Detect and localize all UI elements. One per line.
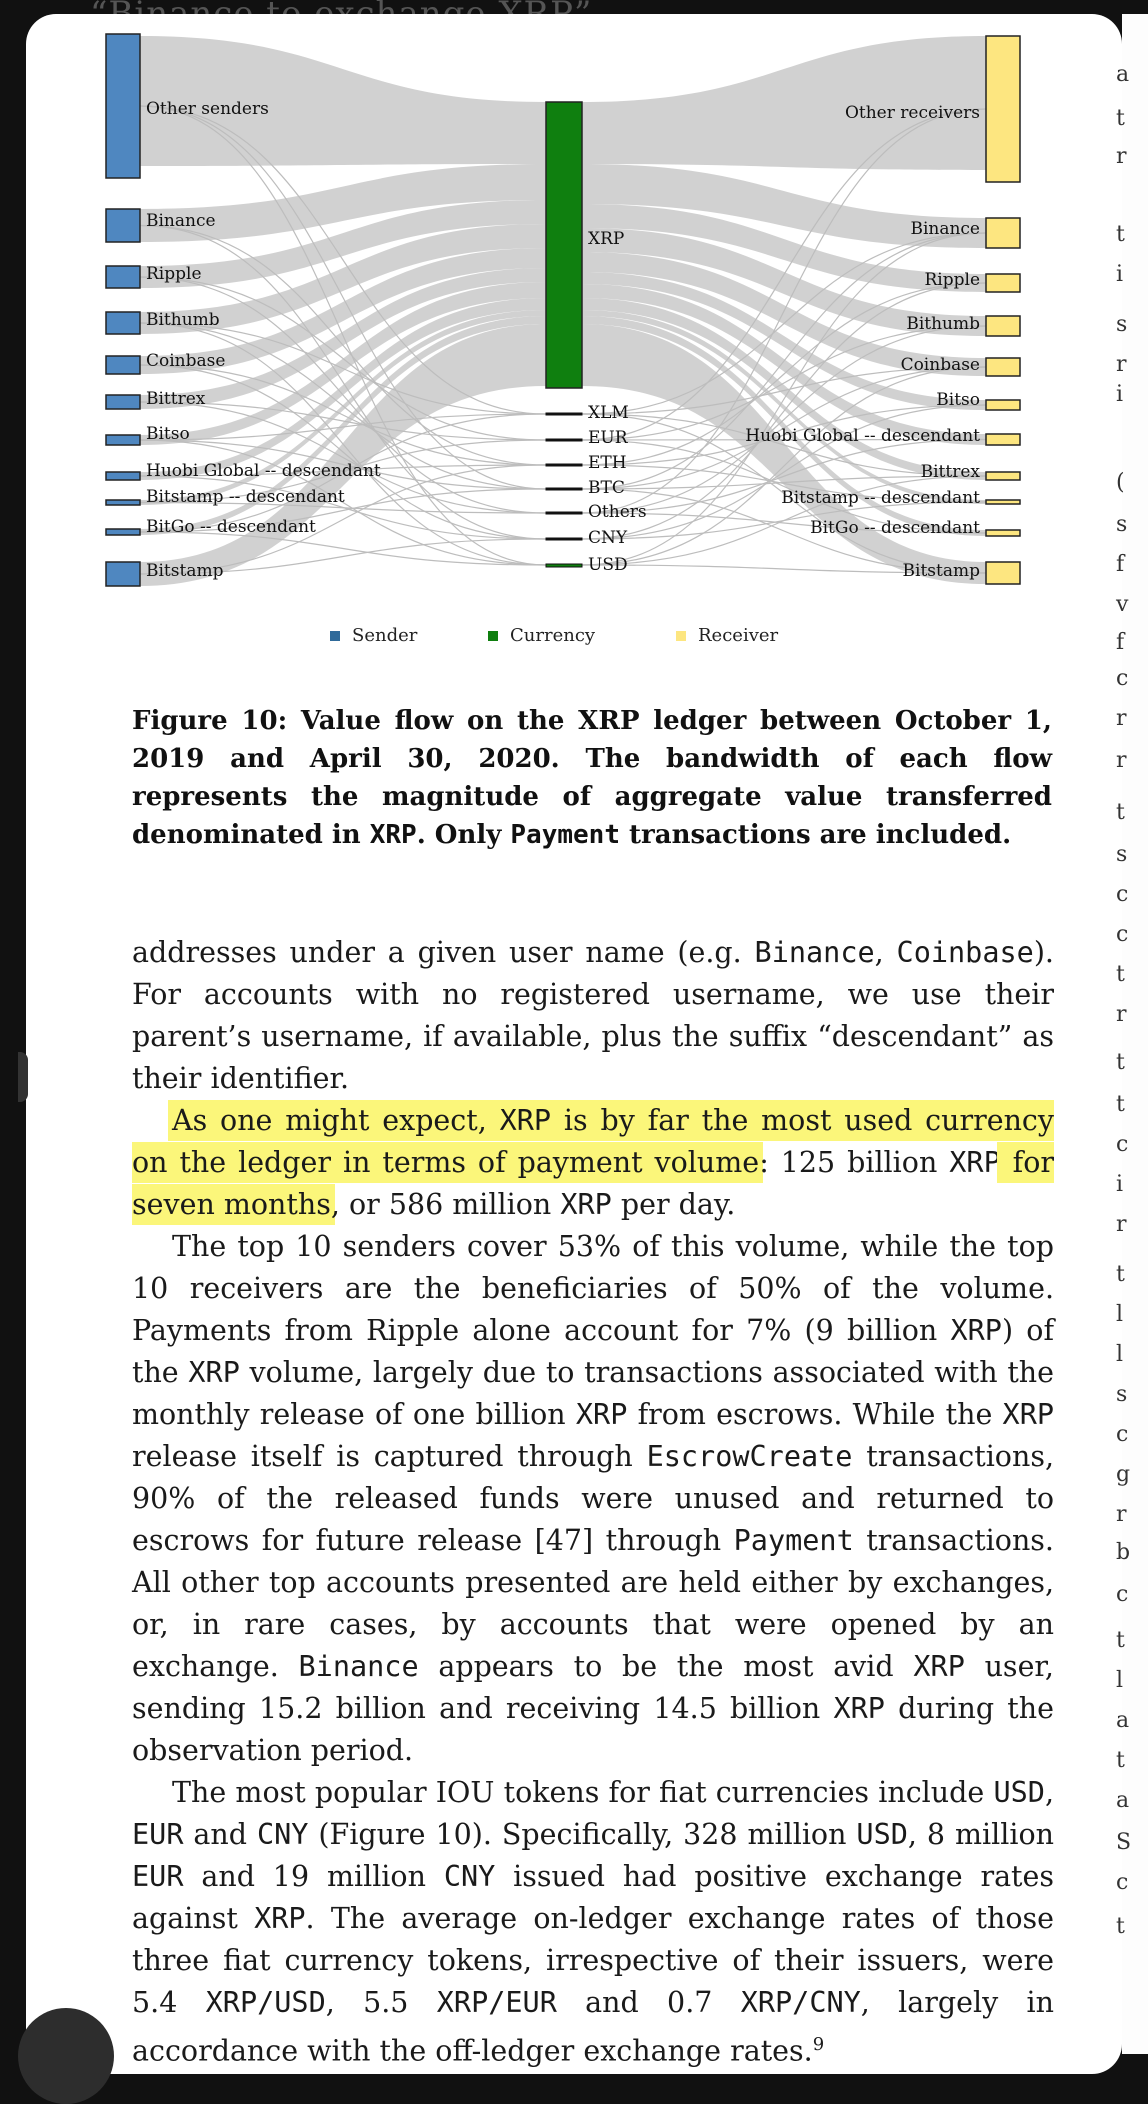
currency-node xyxy=(546,538,582,540)
next-page-char: t xyxy=(1116,1914,1125,1939)
currency-node xyxy=(546,564,582,567)
paper-page[interactable] xyxy=(26,14,1125,2074)
next-page-char: i xyxy=(1116,1172,1124,1197)
receiver-label: Bitstamp xyxy=(902,561,980,581)
next-page-char: r xyxy=(1116,1502,1127,1527)
text-highlight[interactable]: As one might expect, XRP is by far the most used currency on the ledger in terms of payment volume xyxy=(132,1104,1054,1179)
legend-label: Sender xyxy=(352,625,418,646)
sender-node xyxy=(106,266,140,288)
next-page-char: s xyxy=(1116,512,1128,537)
sender-node xyxy=(106,312,140,334)
sender-label: Bitstamp xyxy=(146,561,224,581)
sender-node xyxy=(106,209,140,242)
next-page-char: c xyxy=(1116,1582,1129,1607)
next-page-char: t xyxy=(1116,106,1125,131)
sender-node xyxy=(106,472,140,480)
next-page-char: b xyxy=(1116,1540,1131,1565)
next-page-char: t xyxy=(1116,1092,1125,1117)
receiver-node xyxy=(986,562,1020,584)
next-page-char: s xyxy=(1116,1382,1128,1407)
receiver-label: Bittrex xyxy=(920,462,980,482)
next-page-char: ( xyxy=(1116,470,1125,495)
receiver-label: Bithumb xyxy=(906,314,980,334)
currency-label: USD xyxy=(588,555,628,575)
next-page-char: v xyxy=(1116,592,1129,617)
receiver-label: Other receivers xyxy=(844,103,980,123)
currency-node-xrp xyxy=(546,102,582,388)
next-page-char: g xyxy=(1116,1462,1131,1487)
legend-swatch xyxy=(488,631,498,641)
next-page-char: t xyxy=(1116,1262,1125,1287)
legend-label: Receiver xyxy=(698,625,779,646)
sender-label: Bitstamp -- descendant xyxy=(146,487,345,507)
next-page-char: l xyxy=(1116,1302,1124,1327)
receiver-label: BitGo -- descendant xyxy=(810,518,980,538)
receiver-node xyxy=(986,530,1020,536)
paragraph-3: The top 10 senders cover 53% of this volume, while the top 10 receivers are the beneficiaries of 50% of the volume. Payments from Ripple alone account for 7% (9 billion XRP) of the XRP volume, largely due to transactions associated with the monthly release of one billion XRP from escrows. While the XRP release itself is captured through EscrowCreate transactions, 90% of the released funds were unused and returned to escrows for future release [47] through Payment transactions. All other top accounts presented are held either by exchanges, or, in rare cases, by accounts that were opened by an exchange. Binance appears to be the most avid XRP user, sending 15.2 billion and receiving 14.5 billion XRP during the observation period. xyxy=(132,1230,1055,1767)
next-page-char: r xyxy=(1116,1002,1127,1027)
receiver-node xyxy=(986,500,1020,504)
body-text xyxy=(132,932,1054,2073)
next-page-char: f xyxy=(1116,630,1125,655)
sender-label: Ripple xyxy=(146,264,202,284)
next-page-char: t xyxy=(1116,222,1125,247)
text-highlight-2[interactable]: for seven months xyxy=(132,1146,1055,1221)
next-page-char: i xyxy=(1116,382,1124,407)
next-page-char: t xyxy=(1116,1628,1125,1653)
paragraph-4: The most popular IOU tokens for fiat currencies include USD, EUR and CNY (Figure 10). Specifically, 328 million USD, 8 million EUR and 19 million CNY issued had positive exchange rates against XRP. The average on-ledger exchange rates of those three fiat currency tokens, irrespective of their issuers, were 5.4 XRP/USD, 5.5 XRP/EUR and 0.7 XRP/CNY, largely in accordance with the off-ledger exchange rates.$^9$ xyxy=(132,1776,1055,2068)
legend-swatch xyxy=(676,631,686,641)
next-page-char: t xyxy=(1116,1050,1125,1075)
next-page-char: f xyxy=(1116,552,1125,577)
next-page-char: a xyxy=(1116,62,1130,87)
currency-label: XRP xyxy=(588,229,625,249)
sender-label: BitGo -- descendant xyxy=(146,517,316,537)
receiver-label: Bitso xyxy=(936,390,980,410)
floating-action-button[interactable] xyxy=(18,2008,114,2104)
legend-swatch xyxy=(330,631,340,641)
currency-node xyxy=(546,464,582,466)
sender-label: Bithumb xyxy=(146,310,220,330)
next-page-char: r xyxy=(1116,1212,1127,1237)
sender-node xyxy=(106,356,140,374)
next-page-char: l xyxy=(1116,1342,1124,1367)
next-page-char: c xyxy=(1116,1132,1129,1157)
sender-node xyxy=(106,34,140,178)
next-page-char: a xyxy=(1116,1788,1130,1813)
receiver-node xyxy=(986,36,1020,182)
receiver-label: Binance xyxy=(910,219,980,239)
next-page-char: c xyxy=(1116,1422,1129,1447)
figure-caption: Figure 10: Value flow on the XRP ledger between October 1, 2019 and April 30, 2020. The bandwidth of each flow represents the magnitude of aggregate value transferred denominated in XRP. Only Payment transactions are included. xyxy=(132,706,1052,850)
receiver-node xyxy=(986,358,1020,376)
currency-label: CNY xyxy=(588,528,628,548)
next-page-char: t xyxy=(1116,800,1125,825)
legend-label: Currency xyxy=(510,625,596,646)
receiver-node xyxy=(986,316,1020,336)
next-page-char: t xyxy=(1116,1748,1125,1773)
currency-label: EUR xyxy=(588,428,628,448)
sender-label: Bittrex xyxy=(146,389,206,409)
next-page-char: c xyxy=(1116,922,1129,947)
currency-label: XLM xyxy=(588,403,629,423)
currency-label: ETH xyxy=(588,453,627,473)
receiver-label: Ripple xyxy=(924,270,980,290)
receiver-node xyxy=(986,274,1020,292)
next-page-char: c xyxy=(1116,1870,1129,1895)
next-page-char: c xyxy=(1116,882,1129,907)
currency-label: Others xyxy=(588,502,647,522)
sender-node xyxy=(106,435,140,445)
next-page-char: s xyxy=(1116,842,1128,867)
sender-label: Coinbase xyxy=(146,351,226,371)
sender-node xyxy=(106,529,140,535)
next-page-char: i xyxy=(1116,262,1124,287)
next-page-char: r xyxy=(1116,352,1127,377)
currency-node xyxy=(546,413,582,415)
sender-node xyxy=(106,395,140,409)
sender-label: Bitso xyxy=(146,424,190,444)
next-page-char: S xyxy=(1116,1830,1132,1855)
sender-label: Huobi Global -- descendant xyxy=(146,461,381,481)
next-page-char: a xyxy=(1116,1708,1130,1733)
sankey-diagram xyxy=(26,14,1125,674)
footnote-marker[interactable]: 9 xyxy=(812,2034,825,2055)
receiver-node xyxy=(986,434,1020,445)
receiver-label: Huobi Global -- descendant xyxy=(745,426,980,446)
next-page-char: r xyxy=(1116,706,1127,731)
next-page-char: l xyxy=(1116,1668,1124,1693)
next-page-char: c xyxy=(1116,666,1129,691)
sender-node xyxy=(106,500,140,505)
receiver-label: Coinbase xyxy=(900,355,980,375)
sender-label: Other senders xyxy=(146,99,269,119)
next-page-char: t xyxy=(1116,962,1125,987)
receiver-label: Bitstamp -- descendant xyxy=(781,488,980,508)
receiver-node xyxy=(986,218,1020,248)
next-page-char: r xyxy=(1116,748,1127,773)
currency-label: BTC xyxy=(588,478,625,498)
next-page-char: s xyxy=(1116,312,1128,337)
edge-handle[interactable] xyxy=(18,1052,28,1102)
receiver-node xyxy=(986,400,1020,410)
paragraph-1: addresses under a given user name (e.g. Binance, Coinbase). For accounts with no registered username, we use their parent’s username, if available, plus the suffix “descendant” as their identifier. xyxy=(132,936,1054,1095)
sender-label: Binance xyxy=(146,211,216,231)
currency-node xyxy=(546,488,582,490)
paragraph-2-highlighted[interactable]: As one might expect, XRP is by far the most used currency on the ledger in terms of payment volume: 125 billion XRP for seven months, or 586 million XRP per day. xyxy=(132,1104,1055,1221)
diagram-legend xyxy=(330,625,779,646)
currency-node xyxy=(546,512,582,514)
receiver-node xyxy=(986,472,1020,480)
sender-node xyxy=(106,562,140,586)
currency-node xyxy=(546,439,582,441)
next-page-char: r xyxy=(1116,144,1127,169)
